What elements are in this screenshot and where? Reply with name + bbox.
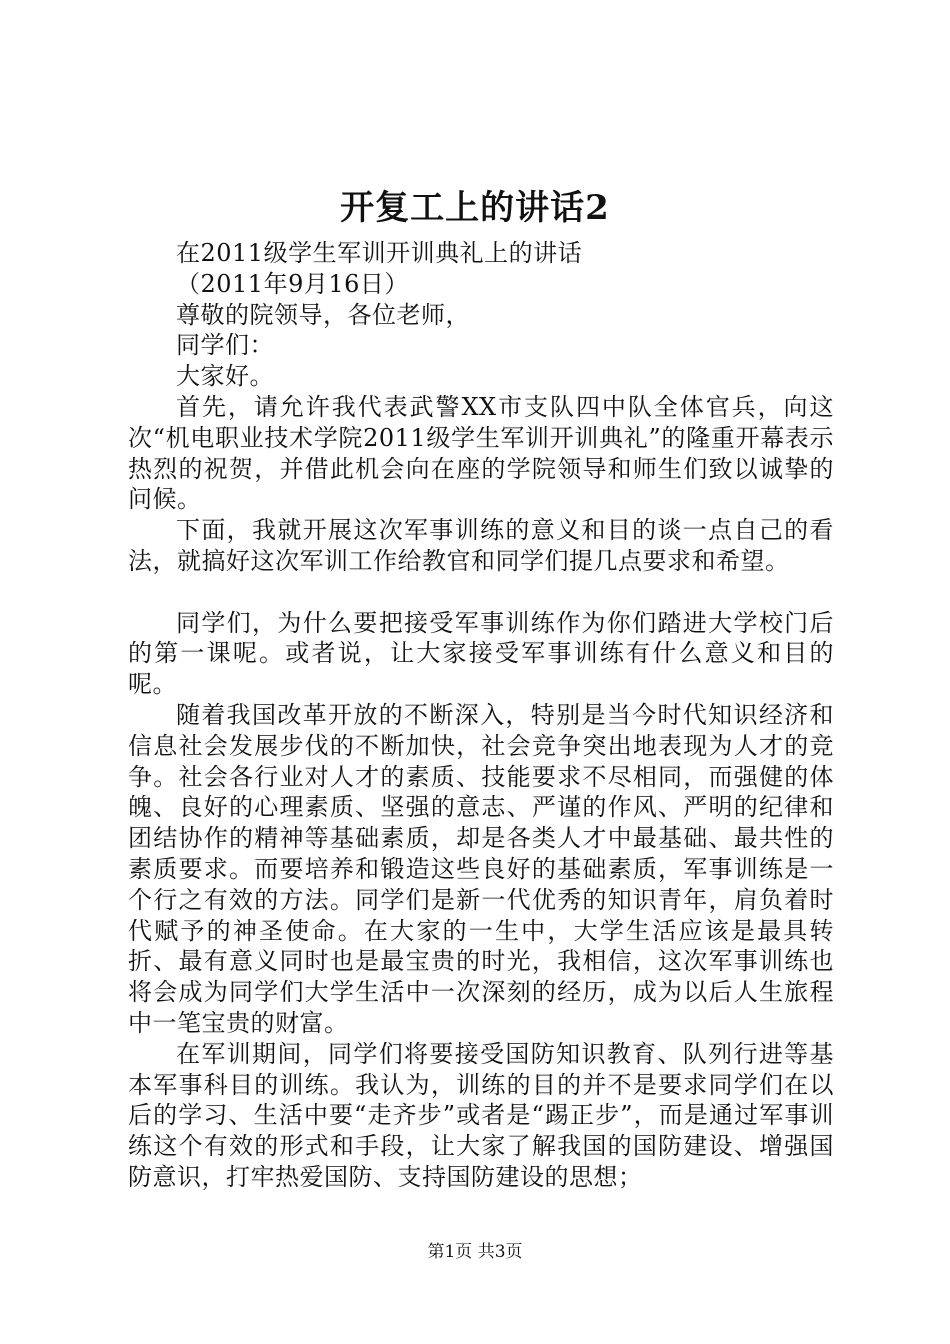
salutation-students: 同学们：: [176, 331, 274, 360]
body-paragraph: 在军训期间，同学们将要接受国防知识教育、队列行进等基本军事科目的训练。我认为，训练的目的并不是要求同学们在以后的学习、生活中要“走齐步”或者是“踢正步”，而是通过军事训练这个有效的形式和手段，让大家了解我国的国防建设、增强国防意识，打牢热爱国防、支持国防建设的思想；: [128, 1039, 834, 1191]
body-paragraph: 随着我国改革开放的不断深入，特别是当今时代知识经济和信息社会发展步伐的不断加快，社会竞争突出地表现为人才的竞争。社会各行业对人才的素质、技能要求不尽相同，而强健的体魄、良好的心理素质、坚强的意志、严谨的作风、严明的纪律和团结协作的精神等基础素质，却是各类人才中最基础、最共性的素质要求。而要培养和锻造这些良好的基础素质，军事训练是一个行之有效的方法。同学们是新一代优秀的知识青年，肩负着时代赋予的神圣使命。在大家的一生中，大学生活应该是最具转折、最有意义同时也是最宝贵的时光，我相信，这次军事训练也将会成为同学们大学生活中一次深刻的经历，成为以后人生旅程中一笔宝贵的财富。: [128, 700, 834, 1037]
greeting: 大家好。: [176, 362, 274, 391]
body-paragraph: 同学们，为什么要把接受军事训练作为你们踏进大学校门后的第一课呢。或者说，让大家接受军事训练有什么意义和目的呢。: [128, 608, 834, 699]
salutation-leaders: 尊敬的院领导，各位老师，: [176, 300, 470, 329]
speech-date: （2011年9月16日）: [176, 269, 409, 298]
speech-subtitle: 在2011级学生军训开训典礼上的讲话: [176, 239, 583, 267]
body-paragraph: 下面，我就开展这次军事训练的意义和目的谈一点自己的看法，就搞好这次军训工作给教官和同学们提几点要求和希望。: [128, 516, 834, 575]
document-title: 开复工上的讲话2: [340, 188, 610, 228]
page-footer: 第1页 共3页: [427, 1242, 523, 1262]
body-paragraph: 首先，请允许我代表武警XX市支队四中队全体官兵，向这次“机电职业技术学院2011级学生军训开训典礼”的隆重开幕表示热烈的祝贺，并借此机会向在座的学院领导和师生们致以诚挚的问候。: [128, 392, 834, 514]
document-body: [128, 238, 834, 1193]
